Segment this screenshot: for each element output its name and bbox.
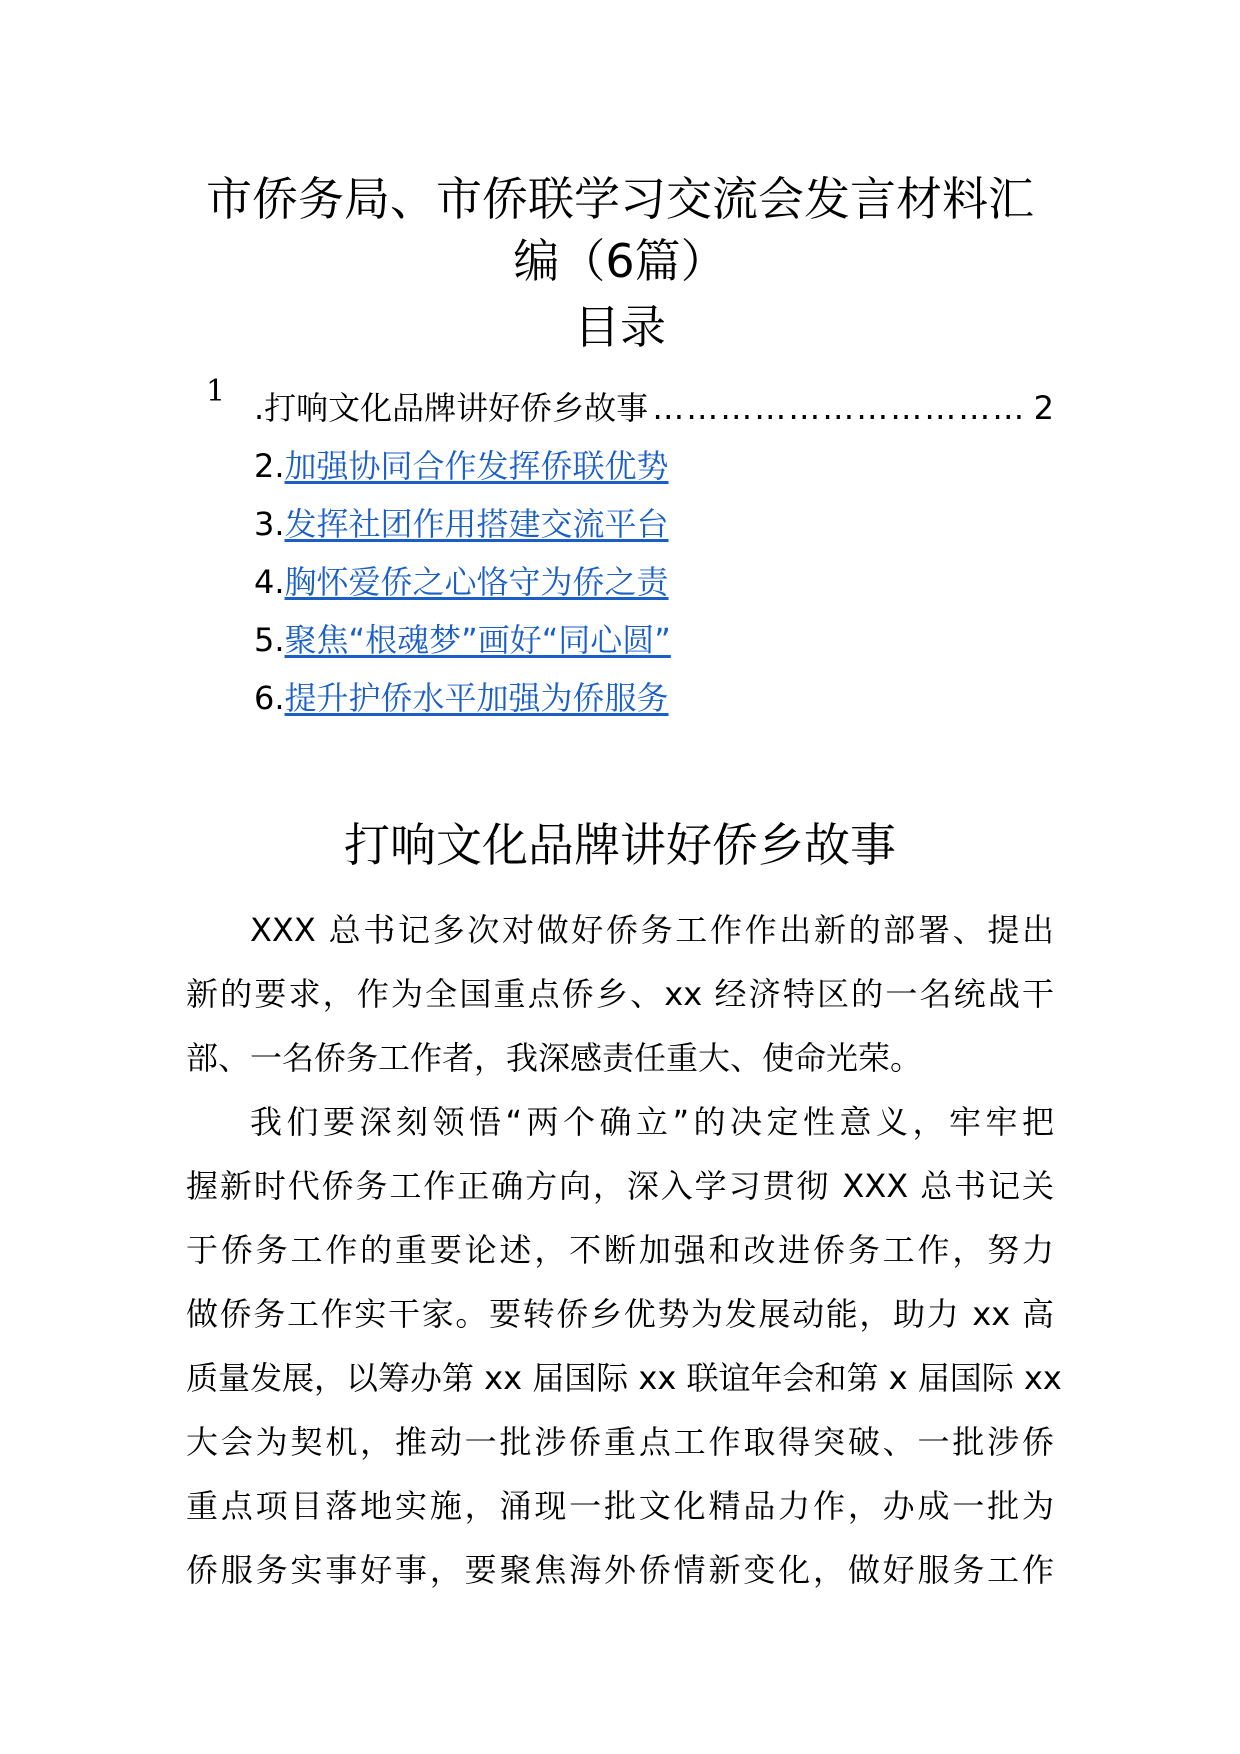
- toc-item-2[interactable]: [254, 444, 1054, 488]
- toc-item-link[interactable]: 发挥社团作用搭建交流平台: [284, 505, 669, 543]
- toc-item-link[interactable]: 提升护侨水平加强为侨服务: [284, 679, 669, 717]
- paragraph-line: 握新时代侨务工作正确方向，深入学习贯彻 XXX 总书记关: [186, 1167, 1054, 1205]
- toc-item-6[interactable]: [254, 676, 1054, 720]
- toc-item-link[interactable]: 加强协同合作发挥侨联优势: [284, 447, 669, 485]
- toc-heading: 目录: [574, 300, 666, 354]
- paragraph-line: 质量发展，以筹办第 xx 届国际 xx 联谊年会和第 x 届国际 xx: [186, 1359, 1062, 1397]
- paragraph-line: 侨服务实事好事，要聚焦海外侨情新变化，做好服务工作: [186, 1551, 1054, 1589]
- paragraph-line: 做侨务工作实干家。要转侨乡优势为发展动能，助力 xx 高: [186, 1295, 1054, 1333]
- toc-item-prefix: .: [254, 389, 265, 427]
- toc-item-1[interactable]: [254, 386, 1054, 430]
- toc-item-label[interactable]: 打响文化品牌讲好侨乡故事: [264, 389, 649, 427]
- toc-item-4[interactable]: [254, 560, 1054, 604]
- paragraph-line: 我们要深刻领悟“两个确立”的决定性意义，牢牢把: [250, 1103, 1054, 1141]
- toc-item-link[interactable]: 胸怀爱侨之心恪守为侨之责: [284, 563, 669, 601]
- paragraph-line: 部、一名侨务工作者，我深感责任重大、使命光荣。: [186, 1039, 923, 1077]
- toc-item-3[interactable]: [254, 502, 1054, 546]
- section-heading: 打响文化品牌讲好侨乡故事: [344, 818, 896, 872]
- document-title-line2: 编（6篇）: [513, 234, 727, 288]
- toc-item-5[interactable]: [254, 618, 1054, 662]
- paragraph-line: 大会为契机，推动一批涉侨重点工作取得突破、一批涉侨: [186, 1423, 1054, 1461]
- toc-item-leader: ……………………………: [652, 389, 1027, 427]
- toc-item-page-number: 2: [1033, 389, 1054, 427]
- document-title-line1: 市侨务局、市侨联学习交流会发言材料汇: [206, 172, 1034, 226]
- paragraph-line: XXX 总书记多次对做好侨务工作作出新的部署、提出: [250, 911, 1054, 949]
- toc-item-prefix: 4.: [254, 563, 285, 601]
- toc-item-prefix: 5.: [254, 621, 285, 659]
- toc-item-link[interactable]: 聚焦“根魂梦”画好“同心圆”: [284, 621, 671, 659]
- paragraph-line: 于侨务工作的重要论述，不断加强和改进侨务工作，努力: [186, 1231, 1054, 1269]
- document-title: [150, 168, 1090, 292]
- toc-index-number: 1: [206, 374, 226, 409]
- body-paragraph-2: [186, 1090, 1062, 1602]
- toc-item-prefix: 6.: [254, 679, 285, 717]
- paragraph-line: 新的要求，作为全国重点侨乡、xx 经济特区的一名统战干: [186, 975, 1054, 1013]
- toc-item-prefix: 2.: [254, 447, 285, 485]
- body-paragraph-1: [186, 898, 1054, 1090]
- paragraph-line: 重点项目落地实施，涌现一批文化精品力作，办成一批为: [186, 1487, 1054, 1525]
- toc-item-prefix: 3.: [254, 505, 285, 543]
